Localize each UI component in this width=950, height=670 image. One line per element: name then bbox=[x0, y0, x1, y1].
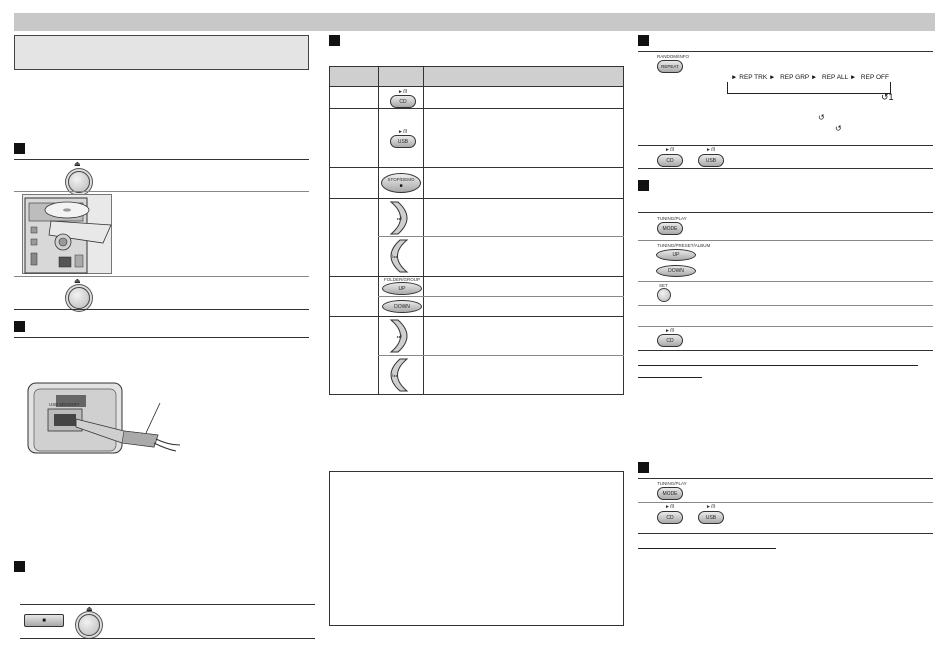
usb-port-label: USB MEMORY bbox=[49, 402, 80, 407]
table-row-divider bbox=[378, 236, 624, 237]
repeat-sequence bbox=[727, 72, 891, 82]
play-pause-icon: ►/II bbox=[706, 504, 716, 510]
table-row-divider bbox=[329, 316, 624, 317]
divider bbox=[638, 502, 933, 503]
divider bbox=[638, 212, 933, 213]
note-box bbox=[329, 471, 624, 626]
table-row-divider bbox=[329, 108, 624, 109]
cd-unit-drawing bbox=[23, 195, 113, 275]
mode-button[interactable]: MODE bbox=[657, 222, 683, 235]
table-row-divider bbox=[378, 355, 624, 356]
divider bbox=[638, 281, 933, 282]
text-underline bbox=[638, 377, 702, 378]
set-button[interactable] bbox=[657, 288, 671, 302]
play-pause-icon: ►/II bbox=[665, 147, 675, 153]
folder-down-button[interactable]: DOWN bbox=[382, 300, 422, 313]
stop-button[interactable] bbox=[24, 614, 64, 627]
text-underline bbox=[638, 365, 918, 366]
repeat-mode-group: REP GRP ► bbox=[780, 73, 818, 81]
table-row-divider bbox=[329, 198, 624, 199]
divider bbox=[14, 159, 309, 160]
play-pause-icon: ►/II bbox=[706, 147, 716, 153]
divider bbox=[14, 337, 309, 338]
stop-icon: ■ bbox=[399, 183, 403, 189]
table-column-divider bbox=[378, 66, 379, 395]
eject-button[interactable] bbox=[68, 171, 90, 193]
cd-play-button[interactable]: CD bbox=[390, 95, 416, 108]
divider bbox=[14, 191, 309, 192]
divider bbox=[638, 305, 933, 306]
repeat-mode-track: ► REP TRK ► bbox=[731, 73, 776, 81]
svg-text:▸▸I: ▸▸I bbox=[397, 334, 403, 339]
table-column-divider bbox=[423, 66, 424, 395]
folder-up-button[interactable]: UP bbox=[382, 282, 422, 295]
search-forward-button[interactable] bbox=[388, 319, 410, 353]
folder-group-label: FOLDER/GROUP bbox=[384, 277, 421, 282]
stop-icon: ■ bbox=[42, 617, 46, 624]
repeat-mode-all: REP ALL ► bbox=[822, 73, 857, 81]
section-marker bbox=[638, 462, 649, 473]
search-back-button[interactable] bbox=[388, 358, 410, 392]
section-marker bbox=[638, 180, 649, 191]
text-underline bbox=[638, 548, 776, 549]
divider bbox=[638, 326, 933, 327]
repeat-icon: ↺ bbox=[818, 113, 825, 122]
cd-play-button[interactable]: CD bbox=[657, 334, 683, 347]
divider bbox=[638, 51, 933, 52]
eject-icon: ⏏ bbox=[86, 606, 93, 613]
stop-demo-button[interactable] bbox=[381, 173, 421, 193]
play-pause-icon: ►/II bbox=[665, 504, 675, 510]
usb-play-button[interactable]: USB bbox=[698, 511, 724, 524]
svg-text:▸▸I: ▸▸I bbox=[397, 216, 403, 221]
section-marker bbox=[329, 35, 340, 46]
repeat-button[interactable]: REPEAT bbox=[657, 60, 683, 73]
svg-text:I◂◂: I◂◂ bbox=[392, 254, 398, 259]
stop-demo-label: STOP/DEMO bbox=[387, 177, 415, 182]
section-marker bbox=[14, 561, 25, 572]
divider bbox=[638, 240, 933, 241]
page-header-bar bbox=[14, 13, 935, 31]
eject-button[interactable] bbox=[78, 614, 100, 636]
play-pause-icon: ►/II bbox=[665, 328, 675, 334]
divider bbox=[20, 638, 315, 639]
divider bbox=[14, 309, 309, 310]
table-row-divider bbox=[329, 276, 624, 277]
skip-forward-button[interactable] bbox=[388, 201, 410, 235]
mode-button[interactable]: MODE bbox=[657, 487, 683, 500]
section-marker bbox=[14, 321, 25, 332]
eject-button[interactable] bbox=[68, 287, 90, 309]
set-label: SET bbox=[659, 283, 668, 288]
tuning-play-label: TUNING/PLAY bbox=[657, 481, 687, 486]
repeat-mode-off: REP OFF bbox=[860, 73, 889, 81]
play-pause-icon: ►/II bbox=[398, 129, 408, 135]
eject-icon: ⏏ bbox=[74, 278, 81, 285]
divider bbox=[638, 478, 933, 479]
skip-back-button[interactable] bbox=[388, 239, 410, 273]
random-info-label: RANDOM/INFO bbox=[657, 54, 689, 59]
table-row-divider bbox=[329, 167, 624, 168]
tuning-play-label: TUNING/PLAY bbox=[657, 216, 687, 221]
cd-play-button[interactable]: CD bbox=[657, 154, 683, 167]
usb-drawing bbox=[26, 381, 181, 455]
divider bbox=[20, 604, 315, 605]
usb-play-button[interactable]: USB bbox=[390, 135, 416, 148]
function-table bbox=[329, 87, 624, 395]
cd-unit-illustration bbox=[22, 194, 112, 274]
table-header bbox=[329, 66, 624, 87]
eject-icon: ⏏ bbox=[74, 161, 81, 168]
divider bbox=[638, 145, 933, 146]
divider bbox=[638, 350, 933, 351]
up-button[interactable]: UP bbox=[656, 249, 696, 261]
svg-text:I◂◂: I◂◂ bbox=[392, 373, 398, 378]
repeat-one-icon: ↺1 bbox=[881, 92, 894, 102]
usb-play-button[interactable]: USB bbox=[698, 154, 724, 167]
usb-illustration bbox=[26, 381, 181, 455]
divider bbox=[14, 276, 309, 277]
tuning-preset-label: TUNING/PRESET/ALBUM bbox=[657, 243, 711, 248]
section-title-box bbox=[14, 35, 309, 70]
down-button[interactable]: DOWN bbox=[656, 265, 696, 277]
divider bbox=[638, 168, 933, 169]
section-marker bbox=[14, 143, 25, 154]
cd-play-button[interactable]: CD bbox=[657, 511, 683, 524]
repeat-icon: ↺ bbox=[835, 124, 842, 133]
section-marker bbox=[638, 35, 649, 46]
table-row-divider bbox=[378, 296, 624, 297]
play-pause-icon: ►/II bbox=[398, 89, 408, 95]
divider bbox=[638, 533, 933, 534]
